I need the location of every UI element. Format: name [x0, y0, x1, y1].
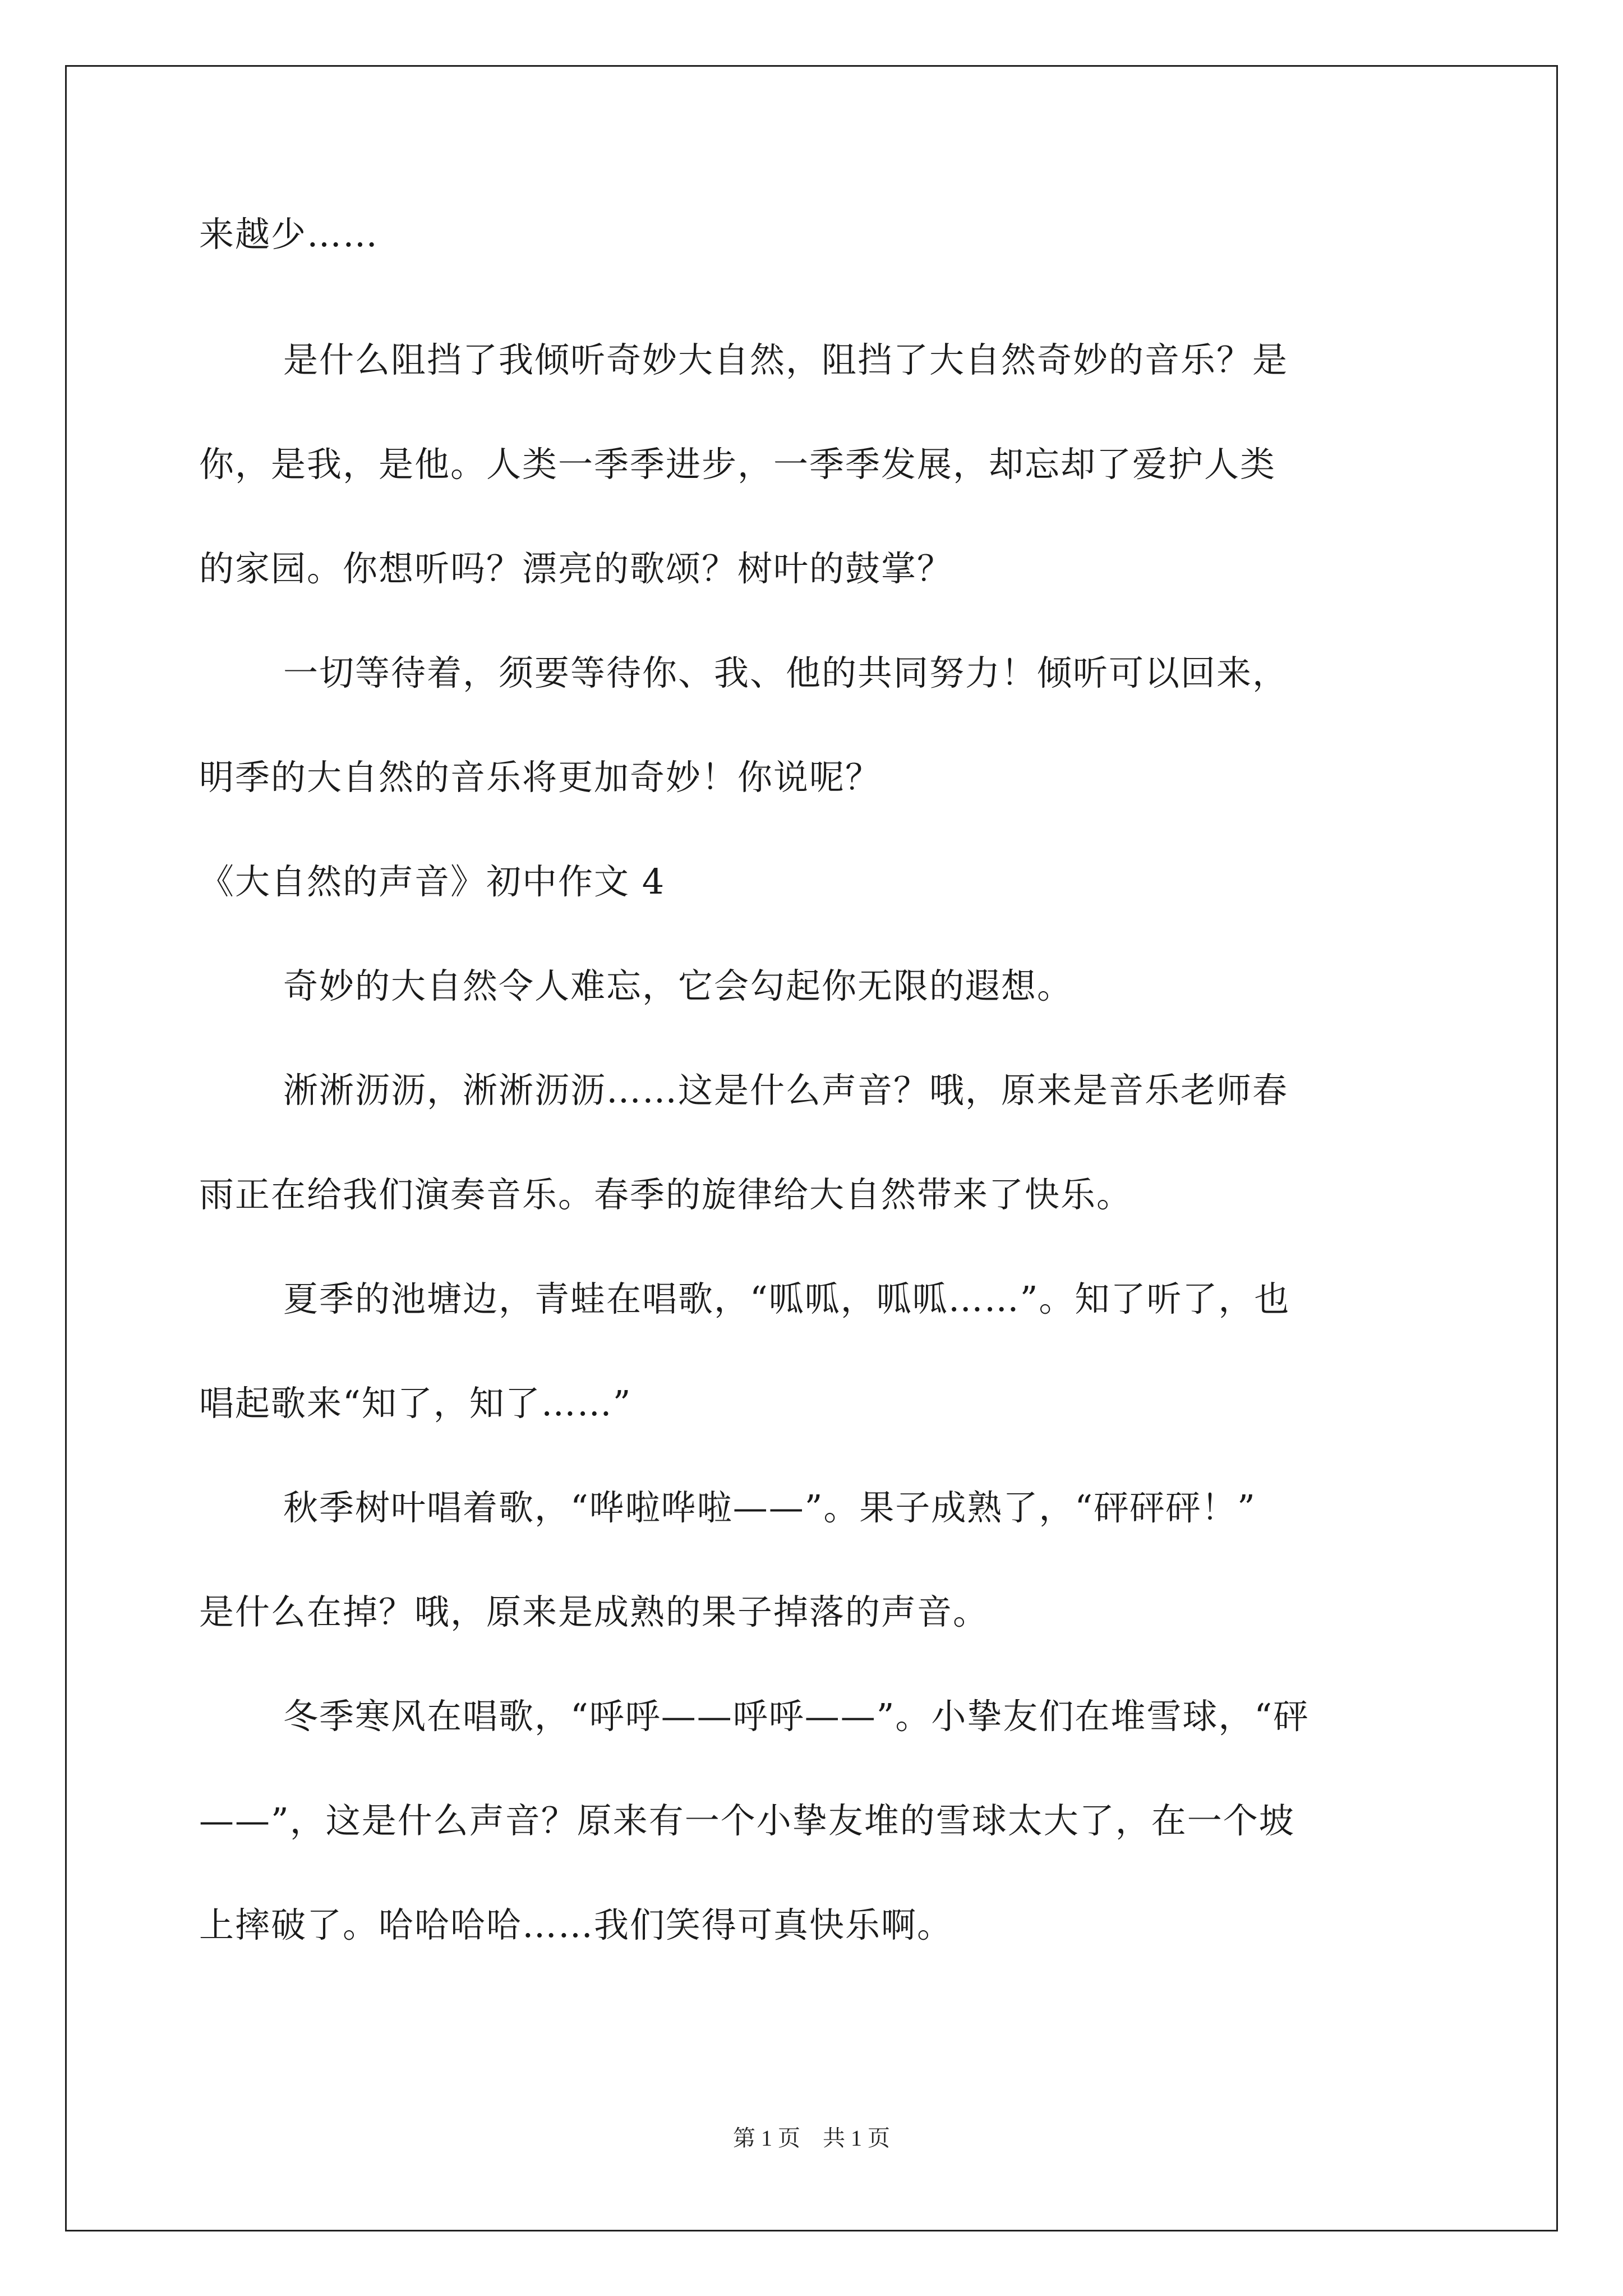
paragraph-line: 来越少……	[199, 214, 379, 255]
paragraph-line: 冬季寒风在唱歌，“呼呼——呼呼——”。小挚友们在堆雪球，“砰	[283, 1696, 1310, 1737]
paragraph-line: 夏季的池塘边，青蛙在唱歌，“呱呱，呱呱……”。知了听了，也	[283, 1278, 1290, 1319]
paragraph-line: 的家园。你想听吗？漂亮的歌颂？树叶的鼓掌？	[199, 548, 953, 589]
section-title: 《大自然的声音》初中作文 4	[199, 861, 666, 902]
paragraph-line: 一切等待着，须要等待你、我、他的共同努力！倾听可以回来，	[283, 652, 1289, 693]
paragraph-line: 秋季树叶唱着歌，“哗啦哗啦——”。果子成熟了，“砰砰砰！”	[283, 1487, 1256, 1528]
paragraph-line: 奇妙的大自然令人难忘，它会勾起你无限的遐想。	[283, 965, 1073, 1006]
paragraph-line: 唱起歌来“知了，知了……”	[199, 1383, 632, 1424]
paragraph-line: 淅淅沥沥，淅淅沥沥……这是什么声音？哦，原来是音乐老师春	[283, 1070, 1289, 1111]
paragraph-line: 是什么阻挡了我倾听奇妙大自然，阻挡了大自然奇妙的音乐？是	[283, 339, 1289, 380]
page-footer: 第 1 页 共 1 页	[733, 2125, 890, 2151]
paragraph-line: 明季的大自然的音乐将更加奇妙！你说呢？	[199, 757, 882, 798]
paragraph-line: ——”，这是什么声音？原来有一个小挚友堆的雪球太大了，在一个坡	[199, 1800, 1295, 1841]
paragraph-line: 雨正在给我们演奏音乐。春季的旋律给大自然带来了快乐。	[199, 1174, 1133, 1215]
paragraph-line: 上摔破了。哈哈哈哈……我们笑得可真快乐啊。	[199, 1904, 953, 1945]
paragraph-line: 你，是我，是他。人类一季季进步，一季季发展，却忘却了爱护人类	[199, 444, 1276, 485]
paragraph-line: 是什么在掉？哦，原来是成熟的果子掉落的声音。	[199, 1591, 989, 1632]
